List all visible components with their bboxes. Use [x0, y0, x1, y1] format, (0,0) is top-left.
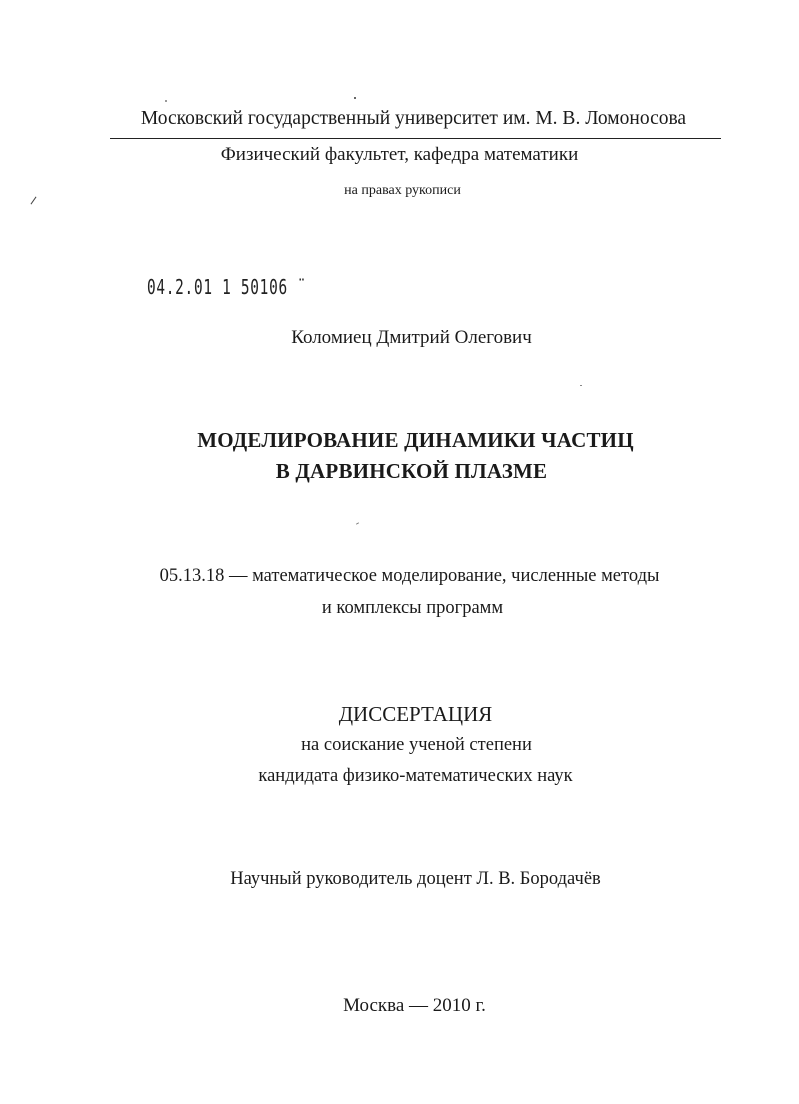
author-name: Коломиец Дмитрий Олегович: [291, 327, 532, 348]
registration-stamp-number: 04.2.01 1 50106 ¨: [147, 275, 307, 299]
specialty-line-2: и комплексы программ: [321, 598, 504, 618]
university-name: Московский государственный университет им. М. В. Ломоносова: [140, 108, 687, 129]
dissertation-title-line-2: В ДАРВИНСКОЙ ПЛАЗМЕ: [275, 459, 548, 483]
place-and-year: Москва — 2010 г.: [343, 995, 486, 1016]
manuscript-note: на правах рукописи: [344, 183, 461, 198]
scan-speck: [356, 522, 359, 524]
scan-speck: [354, 97, 356, 99]
scientific-advisor: Научный руководитель доцент Л. В. Бородачёв: [230, 869, 601, 889]
specialty-line-1: 05.13.18 — математическое моделирование, численные методы: [159, 566, 660, 586]
scan-speck: [580, 385, 582, 386]
degree-line-1: на соискание ученой степени: [301, 735, 532, 755]
header-divider: [110, 138, 721, 139]
degree-line-2: кандидата физико-математических наук: [258, 766, 573, 786]
scan-speck: [165, 100, 167, 102]
faculty-department: Физический факультет, кафедра математики: [220, 144, 579, 165]
dissertation-title-line-1: МОДЕЛИРОВАНИЕ ДИНАМИКИ ЧАСТИЦ: [197, 428, 634, 452]
work-type-heading: ДИССЕРТАЦИЯ: [338, 702, 493, 726]
